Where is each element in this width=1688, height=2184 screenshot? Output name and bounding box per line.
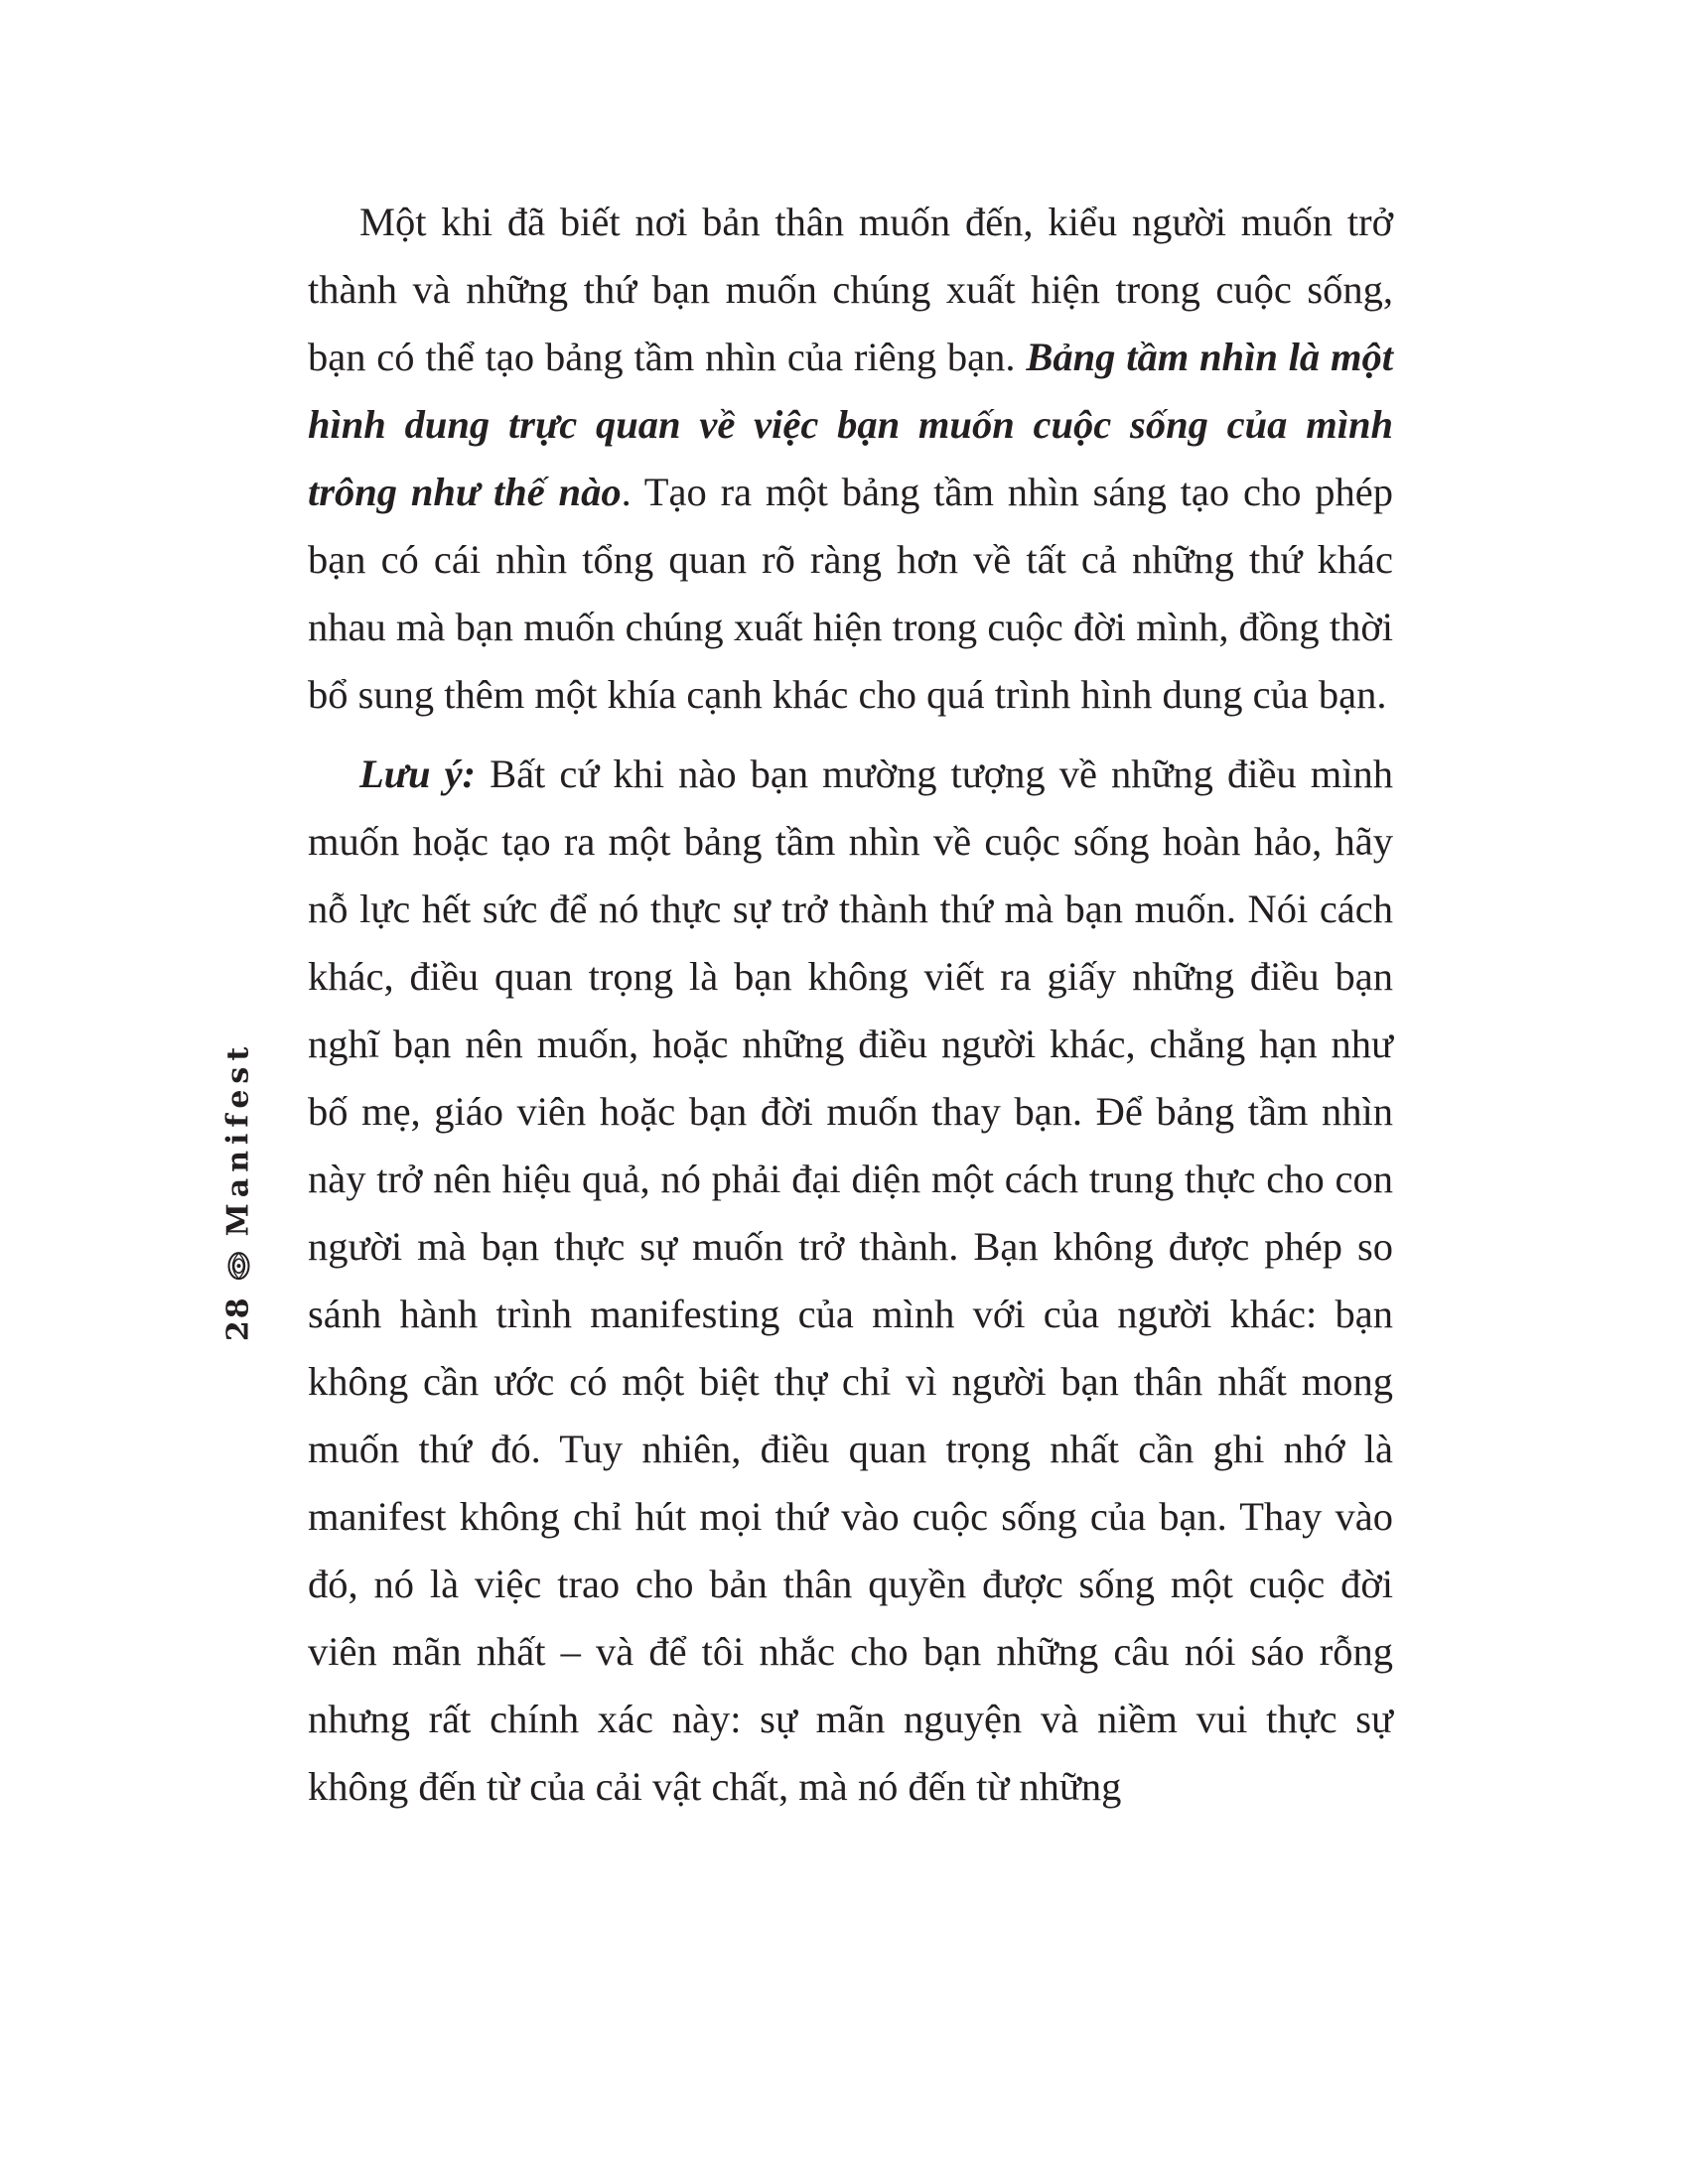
running-header-content: [221, 1041, 256, 1341]
paragraph-text: Bất cứ khi nào bạn mường tượng về những điều mình muốn hoặc tạo ra một bảng tầm nhìn về cuộc sống hoàn hảo, hãy nỗ lực hết sức để nó thực sự trở thành thứ mà bạn muốn. Nói cách khác, điều quan trọng là bạn không viết ra giấy những điều bạn nghĩ bạn nên muốn, hoặc những điều người khác, chẳng hạn như bố mẹ, giáo viên hoặc bạn đời muốn thay bạn. Để bảng tầm nhìn này trở nên hiệu quả, nó phải đại diện một cách trung thực cho con người mà bạn thực sự muốn trở thành. Bạn không được phép so sánh hành trình manifesting của mình với của người khác: bạn không cần ước có một biệt thự chỉ vì người bạn thân nhất mong muốn thứ đó. Tuy nhiên, điều quan trọng nhất cần ghi nhớ là manifest không chỉ hút mọi thứ vào cuộc sống của bạn. Thay vào đó, nó là việc trao cho bản thân quyền được sống một cuộc đời viên mãn nhất – và để tôi nhắc cho bạn những câu nói sáo rỗng nhưng rất chính xác này: sự mãn nguyện và niềm vui thực sự không đến từ của cải vật chất, mà nó đến từ những: [308, 751, 1393, 1809]
paragraph-vision-board: [308, 189, 1393, 729]
page-number: 28: [220, 1296, 256, 1342]
paragraph-text: Một khi đã biết nơi bản thân muốn đến, kiểu người muốn trở thành và những thứ bạn muốn chúng xuất hiện trong cuộc sống, bạn có thể tạo bảng tầm nhìn của riêng bạn.: [308, 200, 1393, 379]
note-label: Lưu ý:: [359, 751, 477, 796]
paragraph-note: [308, 741, 1393, 1821]
body-text: [308, 189, 1393, 1821]
emphasis-definition: Bảng tầm nhìn là một hình dung trực quan về việc bạn muốn cuộc sống của mình trông như thế nào: [308, 335, 1393, 514]
paragraph-text: . Tạo ra một bảng tầm nhìn sáng tạo cho phép bạn có cái nhìn tổng quan rõ ràng hơn về tất cả những thứ khác nhau mà bạn muốn chúng xuất hiện trong cuộc đời mình, đồng thời bổ sung thêm một khía cạnh khác cho quá trình hình dung của bạn.: [308, 470, 1393, 717]
decorative-emblem-icon: [225, 1250, 251, 1282]
book-title: Manifest: [220, 1040, 256, 1237]
